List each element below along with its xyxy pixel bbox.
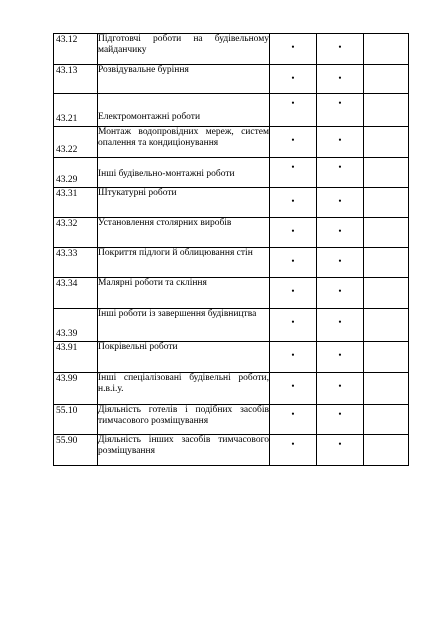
table-row <box>54 309 409 342</box>
activity-name: Діяльність інших засобів тимчасового розміщування <box>98 435 269 456</box>
bullet-mark: • <box>338 73 342 83</box>
bullet-mark: • <box>291 98 295 108</box>
activity-code-cell <box>54 435 98 466</box>
mark-cell <box>317 218 364 248</box>
table-row <box>54 94 409 127</box>
activity-name: Діяльність готелів і подібних засобів тимчасового розміщування <box>98 405 269 426</box>
bullet-mark: • <box>291 196 295 206</box>
activity-code: 43.33 <box>56 249 78 259</box>
activity-code-cell <box>54 278 98 309</box>
mark-cell <box>270 65 317 94</box>
table-row <box>54 188 409 218</box>
activity-code-cell <box>54 309 98 342</box>
activity-name-cell <box>98 94 270 127</box>
mark-cell <box>317 309 364 342</box>
mark-cell <box>270 435 317 466</box>
mark-cell <box>270 278 317 309</box>
mark-cell <box>317 188 364 218</box>
activity-name-cell <box>98 405 270 435</box>
mark-cell <box>364 373 409 405</box>
mark-cell <box>317 342 364 373</box>
bullet-mark: • <box>338 98 342 108</box>
mark-cell <box>270 94 317 127</box>
activity-classifier-table <box>53 33 409 466</box>
activity-name-cell <box>98 65 270 94</box>
activity-name-cell <box>98 34 270 65</box>
activity-name: Малярні роботи та скління <box>98 278 207 288</box>
bullet-mark: • <box>338 196 342 206</box>
activity-code-cell <box>54 65 98 94</box>
mark-cell <box>317 127 364 158</box>
mark-cell <box>364 218 409 248</box>
bullet-mark: • <box>291 409 295 419</box>
mark-cell <box>364 405 409 435</box>
activity-name-cell <box>98 127 270 158</box>
activity-code-cell <box>54 248 98 278</box>
activity-code: 55.10 <box>56 406 78 416</box>
bullet-mark: • <box>338 381 342 391</box>
table-row <box>54 278 409 309</box>
mark-cell <box>364 248 409 278</box>
activity-name: Інші будівельно-монтажні роботи <box>98 169 235 179</box>
mark-cell <box>364 435 409 466</box>
activity-code-cell <box>54 158 98 188</box>
table-row <box>54 127 409 158</box>
activity-name: Монтаж водопровідних мереж, систем опалення та кондиціонування <box>98 127 269 148</box>
mark-cell <box>317 94 364 127</box>
activity-code: 43.32 <box>56 219 78 229</box>
activity-code: 43.21 <box>56 114 78 124</box>
activity-name: Покриття підлоги й облицювання стін <box>98 248 253 258</box>
activity-code: 43.91 <box>56 343 78 353</box>
bullet-mark: • <box>338 317 342 327</box>
mark-cell <box>317 158 364 188</box>
mark-cell <box>270 342 317 373</box>
activity-code-cell <box>54 342 98 373</box>
activity-name-cell <box>98 188 270 218</box>
bullet-mark: • <box>291 73 295 83</box>
mark-cell <box>270 188 317 218</box>
table-row <box>54 34 409 65</box>
bullet-mark: • <box>338 135 342 145</box>
activity-name-cell <box>98 278 270 309</box>
mark-cell <box>270 127 317 158</box>
bullet-mark: • <box>338 409 342 419</box>
activity-name-cell <box>98 309 270 342</box>
activity-code-cell <box>54 34 98 65</box>
table-row <box>54 158 409 188</box>
table-row <box>54 405 409 435</box>
bullet-mark: • <box>291 256 295 266</box>
bullet-mark: • <box>338 286 342 296</box>
bullet-mark: • <box>291 439 295 449</box>
mark-cell <box>270 248 317 278</box>
table-row <box>54 373 409 405</box>
bullet-mark: • <box>291 381 295 391</box>
mark-cell <box>364 309 409 342</box>
bullet-mark: • <box>338 226 342 236</box>
table-row <box>54 248 409 278</box>
mark-cell <box>317 65 364 94</box>
activity-name: Електромонтажні роботи <box>98 112 201 122</box>
bullet-mark: • <box>338 350 342 360</box>
mark-cell <box>270 218 317 248</box>
bullet-mark: • <box>338 439 342 449</box>
bullet-mark: • <box>291 42 295 52</box>
mark-cell <box>364 188 409 218</box>
table-row <box>54 218 409 248</box>
table-row <box>54 435 409 466</box>
mark-cell <box>317 405 364 435</box>
activity-name: Інші спеціалізовані будівельні роботи, н.в.і.у. <box>98 373 269 394</box>
bullet-mark: • <box>291 317 295 327</box>
activity-code: 43.12 <box>56 35 78 45</box>
activity-code-cell <box>54 373 98 405</box>
mark-cell <box>364 34 409 65</box>
bullet-mark: • <box>291 350 295 360</box>
mark-cell <box>364 94 409 127</box>
table-row <box>54 342 409 373</box>
mark-cell <box>270 405 317 435</box>
mark-cell <box>364 158 409 188</box>
activity-code: 43.13 <box>56 66 78 76</box>
activity-name: Покрівельні роботи <box>98 342 178 352</box>
activity-code-cell <box>54 127 98 158</box>
activity-name: Інші роботи із завершення будівництва <box>98 309 257 319</box>
activity-name: Розвідувальне буріння <box>98 65 189 75</box>
mark-cell <box>317 278 364 309</box>
activity-name-cell <box>98 342 270 373</box>
activity-name-cell <box>98 435 270 466</box>
bullet-mark: • <box>338 256 342 266</box>
activity-code: 43.29 <box>56 175 78 185</box>
activity-name-cell <box>98 373 270 405</box>
activity-code-cell <box>54 405 98 435</box>
activity-code: 43.99 <box>56 374 78 384</box>
activity-name-cell <box>98 248 270 278</box>
activity-code-cell <box>54 218 98 248</box>
activity-code-cell <box>54 94 98 127</box>
table-row <box>54 65 409 94</box>
bullet-mark: • <box>291 286 295 296</box>
bullet-mark: • <box>291 226 295 236</box>
mark-cell <box>270 34 317 65</box>
activity-name: Установлення столярних виробів <box>98 218 232 228</box>
activity-code: 43.22 <box>56 145 78 155</box>
mark-cell <box>270 158 317 188</box>
mark-cell <box>317 34 364 65</box>
mark-cell <box>270 373 317 405</box>
bullet-mark: • <box>338 162 342 172</box>
activity-name: Підготовчі роботи на будівельному майданчику <box>98 34 269 55</box>
bullet-mark: • <box>338 42 342 52</box>
bullet-mark: • <box>291 135 295 145</box>
activity-name: Штукатурні роботи <box>98 188 177 198</box>
activity-code: 43.39 <box>56 329 78 339</box>
activity-code-cell <box>54 188 98 218</box>
mark-cell <box>364 278 409 309</box>
bullet-mark: • <box>291 162 295 172</box>
mark-cell <box>364 127 409 158</box>
mark-cell <box>364 342 409 373</box>
activity-code: 43.31 <box>56 189 78 199</box>
mark-cell <box>317 435 364 466</box>
mark-cell <box>317 248 364 278</box>
activity-code: 43.34 <box>56 279 78 289</box>
mark-cell <box>364 65 409 94</box>
mark-cell <box>270 309 317 342</box>
mark-cell <box>317 373 364 405</box>
activity-code: 55.90 <box>56 436 78 446</box>
activity-name-cell <box>98 158 270 188</box>
activity-name-cell <box>98 218 270 248</box>
